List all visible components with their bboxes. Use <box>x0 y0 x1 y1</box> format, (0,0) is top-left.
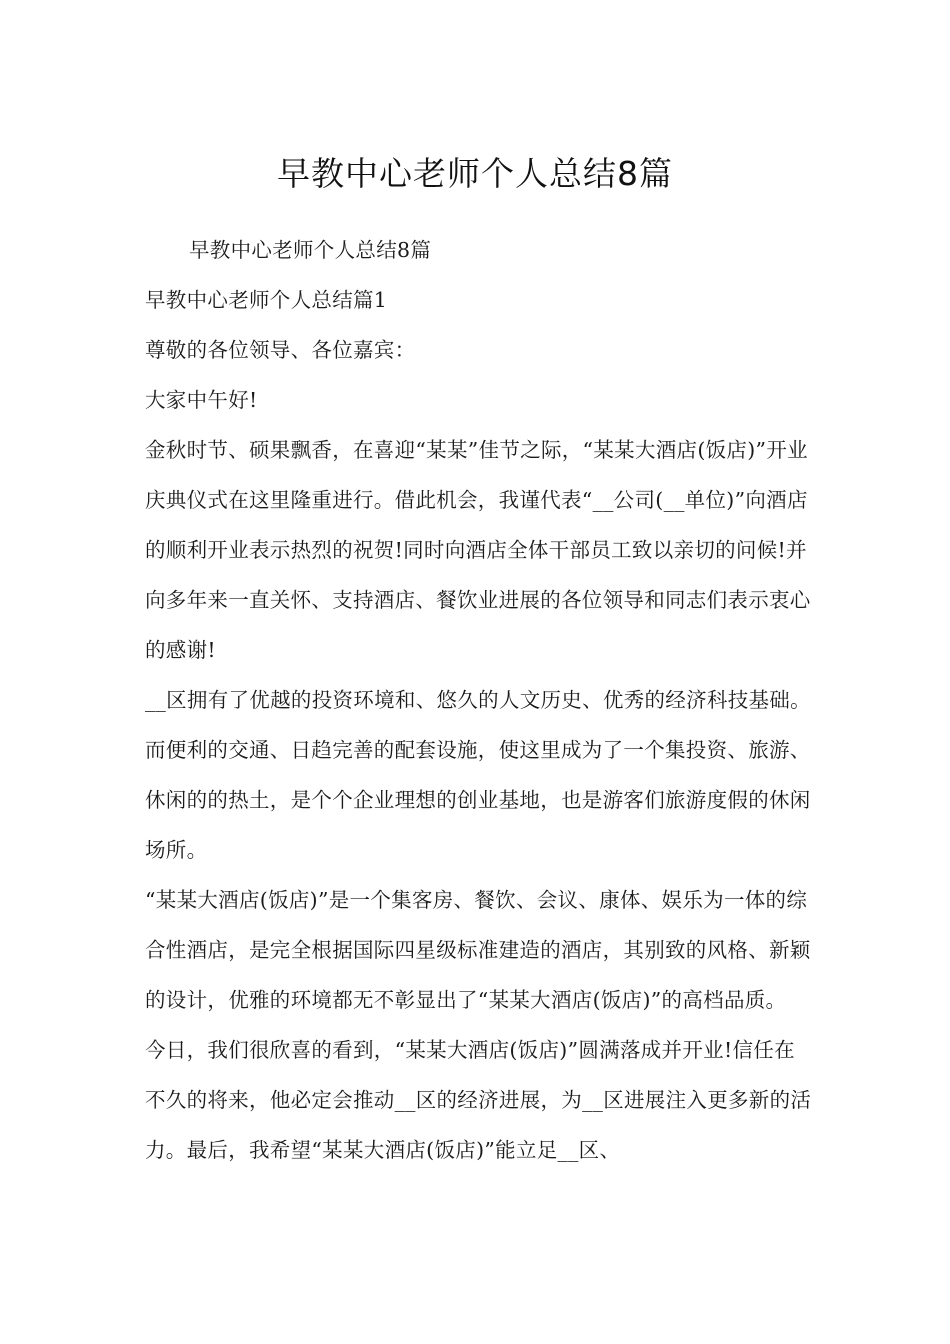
paragraph: 金秋时节、硕果飘香，在喜迎“某某”佳节之际，“某某大酒店(饭店)”开业庆典仪式在这里隆重进行。借此机会，我谨代表“__公司(__单位)”向酒店的顺利开业表示热烈的祝贺!同时向酒店全体干部员工致以亲切的问候!并向多年来一直关怀、支持酒店、餐饮业进展的各位领导和同志们表示衷心的感谢! <box>145 438 811 662</box>
greeting: 大家中午好! <box>145 388 258 412</box>
salutation: 尊敬的各位领导、各位嘉宾： <box>145 338 416 362</box>
document-subtitle: 早教中心老师个人总结8篇 <box>189 238 432 262</box>
document-body <box>145 225 815 1175</box>
paragraph: __区拥有了优越的投资环境和、悠久的人文历史、优秀的经济科技基础。而便利的交通、日趋完善的配套设施，使这里成为了一个集投资、旅游、休闲的的热土，是个个企业理想的创业基地，也是游客们旅游度假的休闲场所。 <box>145 688 811 862</box>
paragraph: “某某大酒店(饭店)”是一个集客房、餐饮、会议、康体、娱乐为一体的综合性酒店，是完全根据国际四星级标准建造的酒店，其别致的风格、新颖的设计，优雅的环境都无不彰显出了“某某大酒店(饭店)”的高档品质。 <box>145 888 811 1012</box>
paragraph: 今日，我们很欣喜的看到，“某某大酒店(饭店)”圆满落成并开业!信任在不久的将来，他必定会推动__区的经济进展，为__区进展注入更多新的活力。最后，我希望“某某大酒店(饭店)”能立足__区、 <box>145 1038 812 1162</box>
section-heading: 早教中心老师个人总结篇1 <box>145 288 388 312</box>
document-title: 早教中心老师个人总结8篇 <box>277 154 673 194</box>
